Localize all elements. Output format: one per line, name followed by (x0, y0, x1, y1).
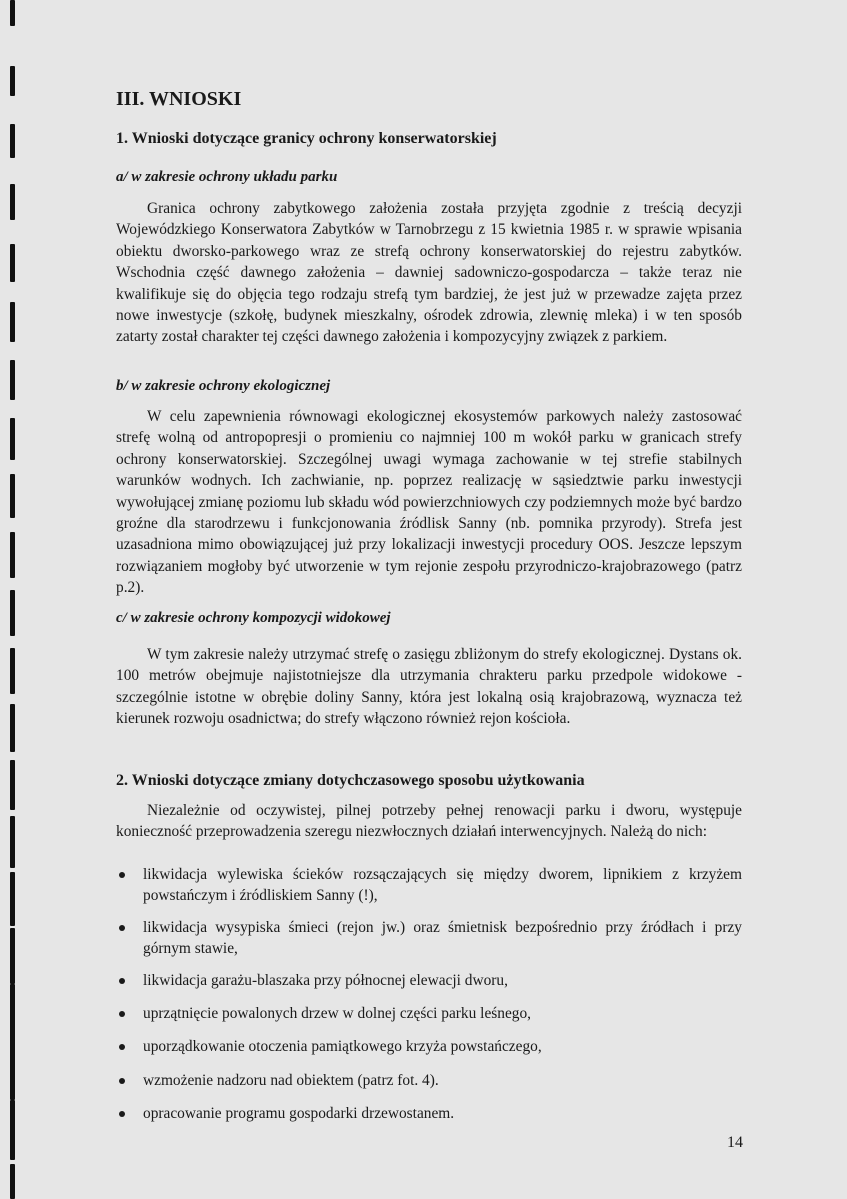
subsection-b-text: W celu zapewnienia równowagi ekologicznej ekosystemów parkowych należy zastosować strefę wolną od antropopresji o promieniu co najmniej 100 m wokół parku w granicach strefy ochrony konserwatorskiej. Szczególnej uwagi wymaga zachowanie w tej strefie stabilnych warunków wodnych. Ich zachwianie, np. poprzez realizację w sąsiedztwie parku inwestycji wywołującej zmianę poziomu lub składu wód powierzchniowych czy podziemnych może być bardzo groźne dla starodrzewu i funkcjonowania źródlisk Sanny (nb. pomnika przyrody). Strefa jest uzasadniona mimo obowiązującej już przy lokalizacji inwestycji procedury OOS. Jeszcze lepszym rozwiązaniem mogłoby być utworzenie w tym rejonie zespołu przyrodniczo-krajobrazowego (patrz p.2). (116, 408, 742, 597)
page-title: III. WNIOSKI (116, 88, 242, 110)
subsection-a-heading: a/ w zakresie ochrony układu parku (116, 169, 338, 185)
section2-intro: Niezależnie od oczywistej, pilnej potrzeby pełnej renowacji parku i dworu, występuje konieczność przeprowadzenia szeregu niezwłocznych działań interwencyjnych. Należą do nich: (116, 802, 742, 841)
subsection-c-text: W tym zakresie należy utrzymać strefę o zasięgu zbliżonym do strefy ekologicznej. Dystans ok. 100 metrów obejmuje najistotniejsze dla utrzymania chrakteru parku przedpole widokowe - szczególnie istotne w obrębie doliny Sanny, która jest lokalną osią krajobrazową, wyznacza też kierunek rozwoju osadnictwa; do strefy włączono również rejon kościoła. (116, 646, 742, 728)
list-item: likwidacja garażu-blaszaka przy północnej elewacji dworu, (116, 970, 742, 991)
section2-heading: 2. Wnioski dotyczące zmiany dotychczasowego sposobu użytkowania (116, 772, 585, 789)
list-item: likwidacja wysypiska śmieci (rejon jw.) oraz śmietnisk bezpośrednio przy źródłach i przy górnym stawie, (116, 917, 742, 960)
list-item: uprzątnięcie powalonych drzew w dolnej części parku leśnego, (116, 1003, 742, 1024)
section1-heading: 1. Wnioski dotyczące granicy ochrony konserwatorskiej (116, 130, 497, 147)
page-number: 14 (727, 1134, 743, 1151)
subsection-c-heading: c/ w zakresie ochrony kompozycji widokowej (116, 610, 391, 626)
subsection-a-text: Granica ochrony zabytkowego założenia została przyjęta zgodnie z treścią decyzji Wojewódzkiego Konserwatora Zabytków w Tarnobrzegu z 15 kwietnia 1985 r. w sprawie wpisania obiektu dworsko-parkowego wraz ze strefą ochrony konserwatorskiej do rejestru zabytków. Wschodnia część dawnego założenia – dawniej sadowniczo-gospodarcza – także teraz nie kwalifikuje się do objęcia tego rodzaju strefą tym bardziej, że jest już w przewadze zajęta przez nowe inwestycje (szkołę, budynek mieszkalny, ośrodek zdrowia, zlewnię mleka) i w ten sposób zatarty został charakter tej części dawnego założenia i kompozycyjny związek z parkiem. (116, 200, 742, 346)
subsection-b-heading: b/ w zakresie ochrony ekologicznej (116, 378, 331, 394)
list-item: wzmożenie nadzoru nad obiektem (patrz fot. 4). (116, 1070, 742, 1091)
intervention-list (116, 864, 742, 1125)
list-item: opracowanie programu gospodarki drzewostanem. (116, 1103, 742, 1124)
spiral-binding (10, 0, 22, 1199)
list-item: likwidacja wylewiska ścieków rozsączających się między dworem, lipnikiem z krzyżem powstańczym i źródliskiem Sanny (!), (116, 864, 742, 907)
list-item: uporządkowanie otoczenia pamiątkowego krzyża powstańczego, (116, 1036, 742, 1057)
